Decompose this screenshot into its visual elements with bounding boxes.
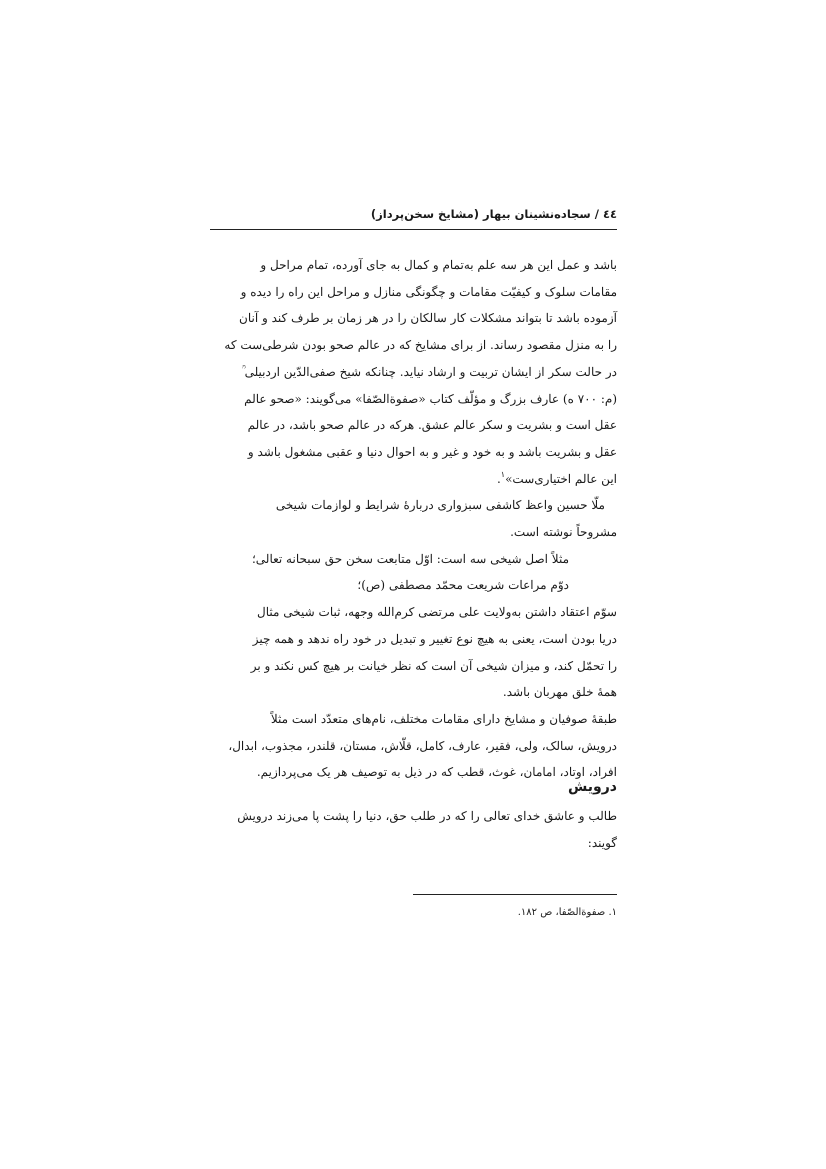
- text-line: را به منزل مقصود رساند. از برای مشایخ که در عالم صحو بودن شرطی‌ست که: [224, 338, 617, 353]
- text-line: (م: ۷۰۰ ه) عارف بزرگ و مؤلّف کتاب «صفوة‌الصّفا» می‌گویند: «صحو عالم: [244, 391, 617, 406]
- text-line: را تحمّل کند، و میزان شیخی آن است که نظر خیانت بر هیچ کس نکند و بر: [250, 658, 617, 673]
- text-line: [210, 466, 617, 493]
- text-line: سوّم اعتقاد داشتن به‌ولایت علی مرتضی کرم‌الله وجهه، ثبات شیخی مثال: [257, 605, 617, 620]
- sentence-end: .: [496, 471, 501, 486]
- text-line: آزموده باشد تا بتواند مشکلات کار سالکان را در هر زمان بر طرف کند و آنان: [239, 311, 617, 326]
- text-line: عقل و بشریت باشد و به خود و غیر و به احوال دنیا و عقبی مشغول باشد و: [247, 444, 617, 459]
- text-line: در حالت سکر از ایشان تربیت و ارشاد نیاید. چنانکه شیخ صفی‌الدّین اردبیلی ؒ: [241, 364, 617, 379]
- text-line: ملّا حسین واعظ کاشفی سبزواری دربارهٔ شرایط و لوازمات شیخی: [275, 498, 605, 513]
- main-text: [210, 252, 617, 786]
- section-text: [210, 803, 617, 856]
- text-line: دریا بودن است، یعنی به هیچ نوع تغییر و تبدیل در خود راه ندهد و همه چیز: [252, 631, 617, 646]
- text-line-end: این عالم اختیاری‌ست»: [505, 471, 617, 486]
- header-rule: [210, 229, 617, 230]
- footnote-rule: [413, 894, 617, 895]
- footnote-marker[interactable]: ۱: [500, 469, 506, 479]
- text-line: مقامات سلوک و کیفیّت مقامات و چگونگی منازل و مراحل این راه را دیده و: [240, 284, 617, 299]
- text-line: باشد و عمل این هر سه علم به‌تمام و کمال به جای آورده، تمام مراحل و: [260, 258, 617, 272]
- text-line: دوّم مراعات شریعت محمّد مصطفی (ص)؛: [357, 578, 569, 593]
- section-heading: درویش: [568, 779, 617, 795]
- footnote: ۱. صفوة‌الصّفا، ص ۱۸۲.: [517, 907, 617, 918]
- text-line: طالب و عاشق خدای تعالی را که در طلب حق، دنیا را پشت پا می‌زند درویش: [237, 809, 617, 823]
- text-line: همهٔ خلق مهربان باشد.: [502, 685, 617, 700]
- text-line: عقل است و بشریت و سکر عالم عشق. هرکه در عالم صحو باشد، در عالم: [247, 418, 617, 433]
- text-line: گویند:: [587, 835, 617, 850]
- book-page: [210, 0, 617, 1169]
- text-line: درویش، سالک، ولی، فقیر، عارف، کامل، قلّاش، مستان، قلندر، مجذوب، ابدال،: [228, 738, 617, 753]
- running-header: ٤٤ / سجاده‌نشینان بیهار (مشایخ سخن‌پرداز): [370, 207, 617, 221]
- text-line: مشروحاً نوشته است.: [510, 525, 617, 540]
- text-line: طبقهٔ صوفیان و مشایخ دارای مقامات مختلف، نام‌های متعدّد است مثلاً: [270, 711, 617, 726]
- text-line: مثلاً اصل شیخی سه است: اوّل متابعت سخن حق سبحانه تعالی؛: [251, 551, 569, 566]
- text-line: افراد، اوتاد، امامان، غوث، قطب که در ذیل به توصیف هر یک می‌پردازیم.: [256, 765, 617, 780]
